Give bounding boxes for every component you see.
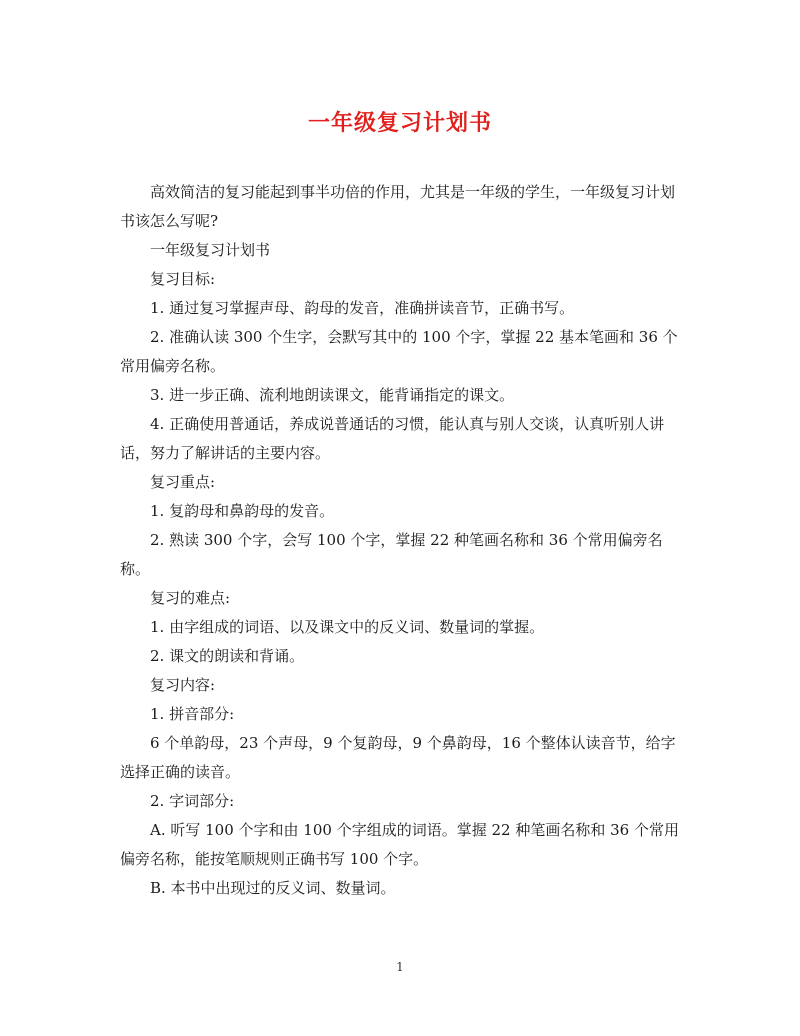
- content-heading: 复习内容:: [150, 676, 216, 694]
- pinyin-section-text: 6 个单韵母，23 个声母，9 个复韵母，9 个鼻韵母，16 个整体认读音节，给字选择正确的读音。: [120, 734, 676, 781]
- words-item-a: A. 听写 100 个字和由 100 个字组成的词语。掌握 22 种笔画名称和 36 个常用偏旁名称，能按笔顺规则正确书写 100 个字。: [120, 821, 679, 868]
- page-number: 1: [396, 960, 404, 974]
- difficulties-heading: 复习的难点:: [150, 589, 231, 607]
- goal-item-1: 1. 通过复习掌握声母、韵母的发音，准确拼读音节，正确书写。: [150, 299, 575, 317]
- difficulty-item-2: 2. 课文的朗读和背诵。: [150, 647, 305, 665]
- pinyin-section-heading: 1. 拼音部分:: [150, 705, 235, 723]
- difficulty-item-1: 1. 由字组成的词语、以及课文中的反义词、数量词的掌握。: [150, 618, 545, 636]
- document-body: [120, 178, 680, 903]
- goals-heading: 复习目标:: [150, 270, 216, 288]
- goal-item-4: 4. 正确使用普通话，养成说普通话的习惯，能认真与别人交谈，认真听别人讲话，努力了解讲话的主要内容。: [120, 415, 665, 462]
- words-section-heading: 2. 字词部分:: [150, 792, 235, 810]
- key-points-heading: 复习重点:: [150, 473, 216, 491]
- goal-item-2: 2. 准确认读 300 个生字，会默写其中的 100 个字，掌握 22 基本笔画和 36 个常用偏旁名称。: [120, 328, 678, 375]
- key-point-item-1: 1. 复韵母和鼻韵母的发音。: [150, 502, 335, 520]
- words-item-b: B. 本书中出现过的反义词、数量词。: [150, 879, 396, 897]
- intro-paragraph: 高效简洁的复习能起到事半功倍的作用，尤其是一年级的学生，一年级复习计划书该怎么写呢?: [120, 183, 676, 230]
- goal-item-3: 3. 进一步正确、流利地朗读课文，能背诵指定的课文。: [150, 386, 515, 404]
- key-point-item-2: 2. 熟读 300 个字，会写 100 个字，掌握 22 种笔画名称和 36 个常用偏旁名称。: [120, 531, 663, 578]
- document-title: 一年级复习计划书: [307, 110, 492, 136]
- plan-heading: 一年级复习计划书: [150, 241, 271, 259]
